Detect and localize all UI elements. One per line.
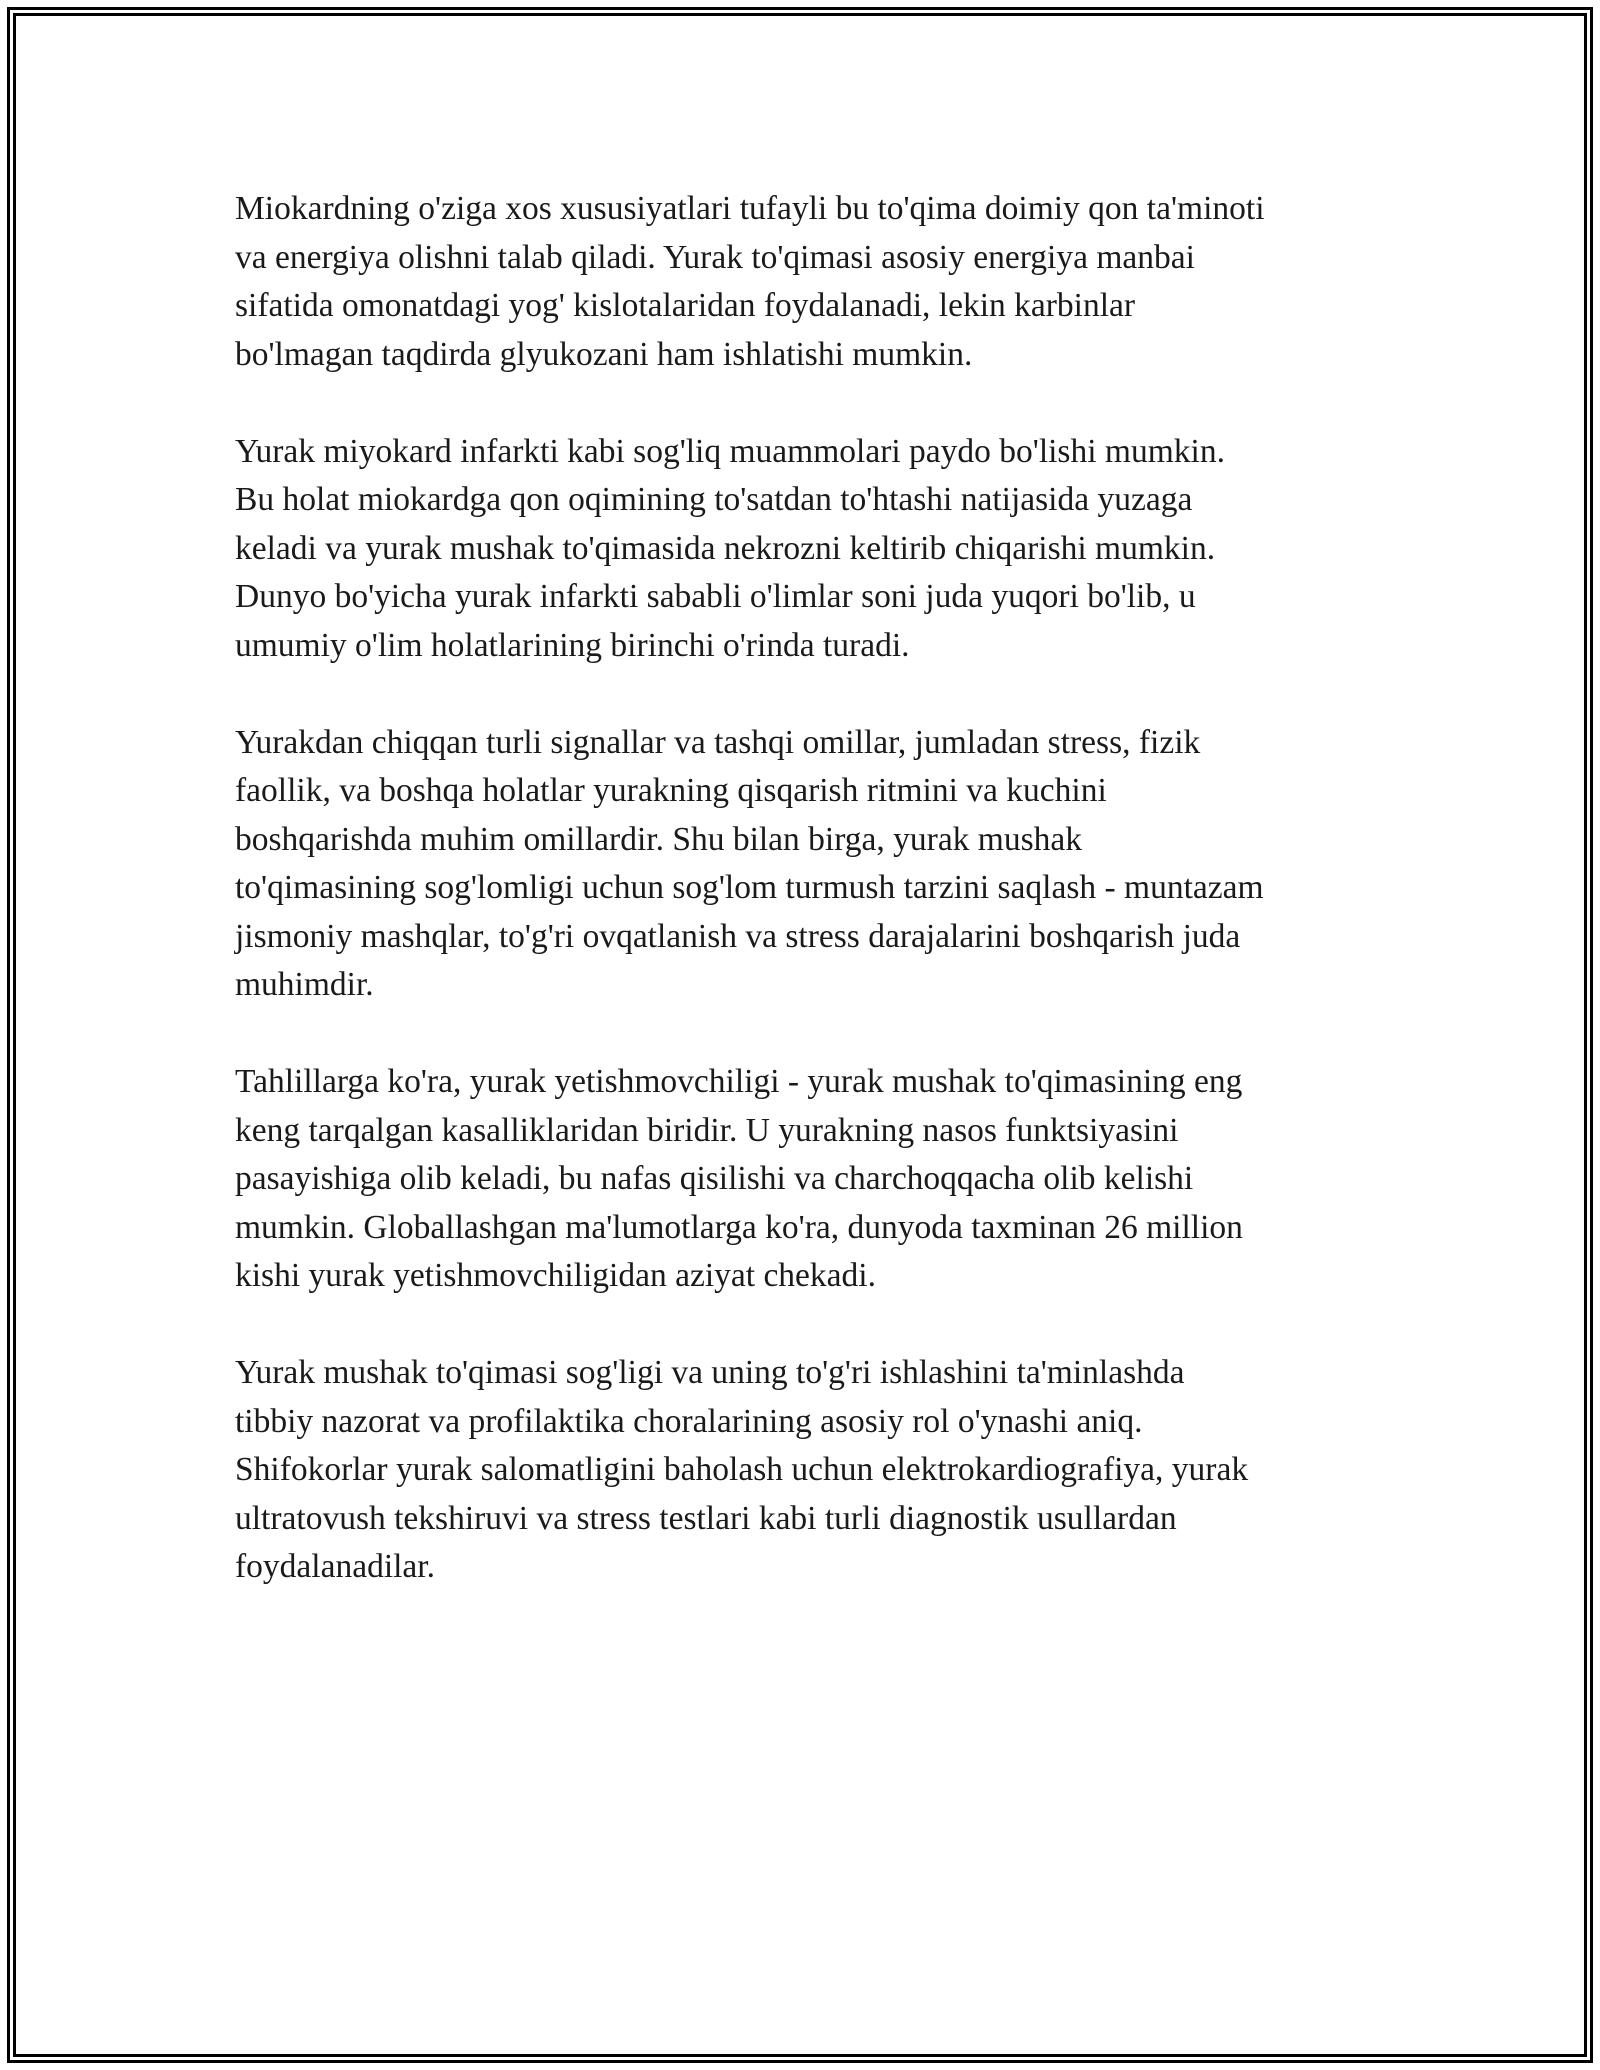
text-line: pasayishiga olib keladi, bu nafas qisilishi va charchoqqacha olib kelishi — [235, 1160, 1194, 1197]
text-line: sifatida omonatdagi yog' kislotalaridan foydalanadi, lekin karbinlar — [235, 287, 1136, 324]
text-line: keladi va yurak mushak to'qimasida nekrozni keltirib chiqarishi mumkin. — [235, 529, 1216, 567]
text-line: faollik, va boshqa holatlar yurakning qisqarish ritmini va kuchini — [235, 772, 1107, 809]
paragraph — [235, 185, 1375, 379]
text-line: Shifokorlar yurak salomatligini baholash uchun elektrokardiografiya, yurak — [235, 1451, 1249, 1488]
text-line: keng tarqalgan kasalliklaridan biridir. U yurakning nasos funktsiyasini — [235, 1111, 1179, 1149]
text-line: Yurak miyokard infarkti kabi sog'liq muammolari paydo bo'lishi mumkin. — [235, 432, 1225, 470]
text-line: muhimdir. — [235, 966, 374, 1003]
text-line: bo'lmagan taqdirda glyukozani ham ishlatishi mumkin. — [235, 335, 973, 373]
text-line: Yurakdan chiqqan turli signallar va tashqi omillar, jumladan stress, fizik — [235, 723, 1201, 761]
text-line: Miokardning o'ziga xos xususiyatlari tufayli bu to'qima doimiy qon ta'minoti — [235, 190, 1265, 227]
text-line: jismoniy mashqlar, to'g'ri ovqatlanish va stress darajalarini boshqarish juda — [235, 917, 1241, 955]
text-line: Yurak mushak to'qimasi sog'ligi va uning to'g'ri ishlashini ta'minlashda — [235, 1354, 1185, 1391]
text-line: Tahlillarga ko'ra, yurak yetishmovchiligi - yurak mushak to'qimasining eng — [235, 1063, 1243, 1100]
text-line: boshqarishda muhim omillardir. Shu bilan birga, yurak mushak — [235, 820, 1083, 858]
text-line: kishi yurak yetishmovchiligidan aziyat chekadi. — [235, 1257, 876, 1294]
text-line: tibbiy nazorat va profilaktika choralarining asosiy rol o'ynashi aniq. — [235, 1402, 1143, 1440]
paragraph — [235, 719, 1375, 1010]
paragraph — [235, 1349, 1375, 1592]
text-line: Dunyo bo'yicha yurak infarkti sababli o'limlar soni juda yuqori bo'lib, u — [235, 578, 1196, 615]
text-line: ultratovush tekshiruvi va stress testlari kabi turli diagnostik usullardan — [235, 1499, 1177, 1537]
paragraph — [235, 428, 1375, 671]
text-line: foydalanadilar. — [235, 1548, 435, 1585]
document-body — [235, 185, 1375, 1640]
paragraph — [235, 1058, 1375, 1301]
text-line: umumiy o'lim holatlarining birinchi o'rinda turadi. — [235, 626, 910, 664]
text-line: Bu holat miokardga qon oqimining to'satdan to'htashi natijasida yuzaga — [235, 481, 1193, 518]
text-line: mumkin. Globallashgan ma'lumotlarga ko'ra, dunyoda taxminan 26 million — [235, 1208, 1243, 1246]
text-line: to'qimasining sog'lomligi uchun sog'lom turmush tarzini saqlash - muntazam — [235, 869, 1264, 906]
text-line: va energiya olishni talab qiladi. Yurak to'qimasi asosiy energiya manbai — [235, 238, 1195, 276]
